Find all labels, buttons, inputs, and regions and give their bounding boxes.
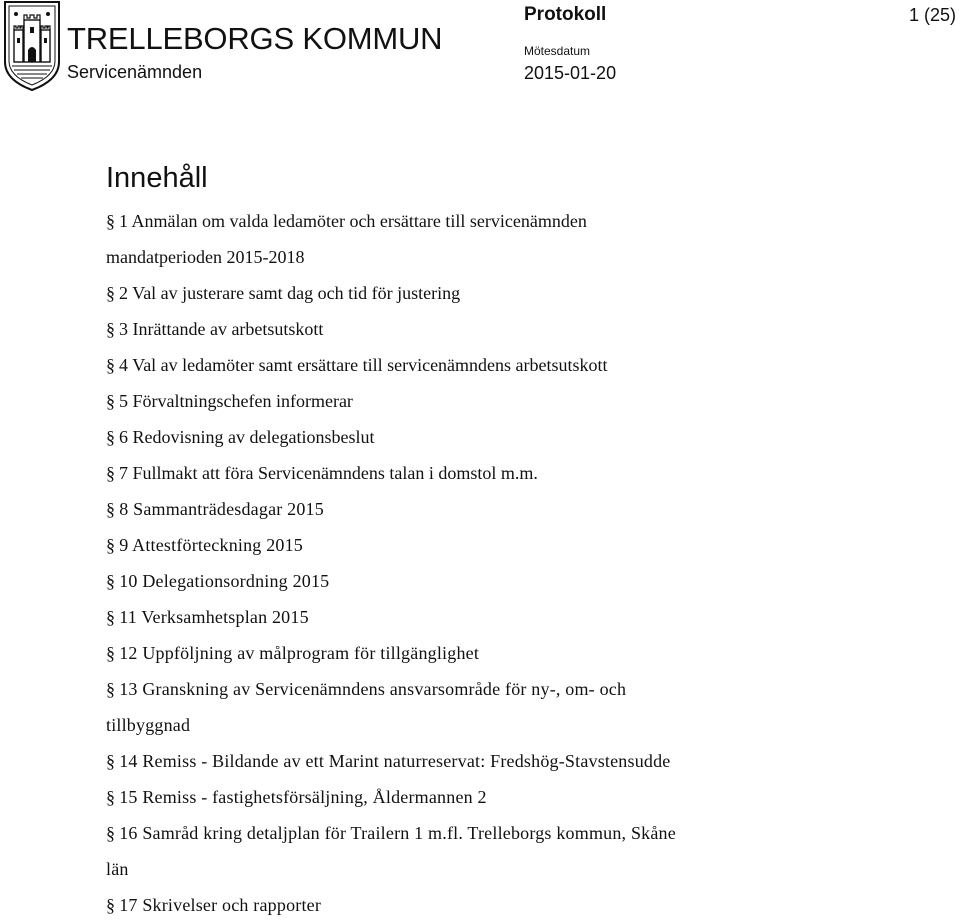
toc-item [106,275,786,311]
toc-item-text: Uppföljning av målprogram för tillgänglighet [142,643,480,663]
toc-item [106,815,786,851]
toc-item-number: 1 [119,211,128,231]
toc-item-text: Förvaltningschefen informerar [132,391,353,411]
toc-item [106,671,786,707]
section-sign: § [106,787,116,807]
toc-item-text: Inrättande av arbetsutskott [132,319,324,339]
toc-item [106,383,786,419]
toc-item-number: 12 [119,643,138,663]
meeting-date-label: Mötesdatum [524,44,591,58]
section-sign: § [106,643,116,663]
toc-item [106,347,786,383]
toc-item-text-continuation: mandatperioden 2015-2018 [106,247,305,267]
toc-item-number: 13 [119,679,138,699]
toc-item-text: Remiss - fastighetsförsäljning, Åldermannen 2 [142,787,487,807]
toc-list [106,203,786,923]
toc-item-number: 16 [119,823,138,843]
section-sign: § [106,571,116,591]
toc-item-text: Attestförteckning 2015 [132,535,303,555]
toc-item-continuation [106,239,786,275]
toc-item [106,527,786,563]
toc-item [106,563,786,599]
toc-item-text: Val av justerare samt dag och tid för justering [132,283,461,303]
toc-item-text: Samråd kring detaljplan för Trailern 1 m.fl. Trelleborgs kommun, Skåne [142,823,676,843]
toc-item [106,779,786,815]
toc-item-number: 3 [119,319,128,339]
toc-item [106,419,786,455]
section-sign: § [106,283,115,303]
section-sign: § [106,499,116,519]
toc-item-number: 5 [119,391,128,411]
toc-item-number: 2 [119,283,128,303]
document-type: Protokoll [524,4,607,25]
toc-item [106,635,786,671]
toc-item [106,599,786,635]
section-sign: § [106,319,115,339]
toc-item-text-continuation: tillbyggnad [106,715,191,735]
section-sign: § [106,463,115,483]
toc-item-text: Sammanträdesdagar 2015 [133,499,324,519]
toc-item [106,203,786,239]
meeting-date: 2015-01-20 [524,63,617,83]
municipal-crest-icon [2,0,62,92]
section-sign: § [106,679,116,699]
toc-item-text: Skrivelser och rapporter [142,895,322,915]
toc-item-text: Redovisning av delegationsbeslut [132,427,375,447]
section-sign: § [106,895,116,915]
toc-item-text: Delegationsordning 2015 [142,571,330,591]
toc-item-number: 14 [119,751,138,771]
toc-item [106,491,786,527]
section-sign: § [106,427,115,447]
section-sign: § [106,823,116,843]
toc-item-number: 11 [119,607,137,627]
toc-item-text: Verksamhetsplan 2015 [141,607,309,627]
toc-item-number: 8 [119,499,129,519]
toc-item-number: 15 [119,787,138,807]
toc-item-number: 10 [119,571,138,591]
toc-item-continuation [106,851,786,887]
department-name: Servicenämnden [67,62,203,82]
section-sign: § [106,607,116,627]
toc-item-text: Val av ledamöter samt ersättare till servicenämndens arbetsutskott [132,355,608,375]
toc-item-number: 7 [119,463,128,483]
section-sign: § [106,535,116,555]
toc-item-continuation [106,707,786,743]
section-sign: § [106,211,115,231]
page-header [0,0,960,100]
toc-item [106,743,786,779]
organization-name: TRELLEBORGS KOMMUN [67,21,443,56]
toc-item-number: 9 [119,535,129,555]
toc-item-text: Remiss - Bildande av ett Marint naturreservat: Fredshög-Stavstensudde [142,751,671,771]
toc-item-text: Anmälan om valda ledamöter och ersättare till servicenämnden [131,211,587,231]
toc-item [106,887,786,923]
toc-item-text-continuation: län [106,859,129,879]
toc-item [106,455,786,491]
toc-heading: Innehåll [106,162,208,194]
section-sign: § [106,391,115,411]
toc-item [106,311,786,347]
section-sign: § [106,751,116,771]
toc-item-number: 6 [119,427,128,447]
section-sign: § [106,355,115,375]
toc-item-text: Granskning av Servicenämndens ansvarsområde för ny-, om- och [142,679,627,699]
toc-item-number: 4 [119,355,128,375]
toc-item-text: Fullmakt att föra Servicenämndens talan i domstol m.m. [132,463,538,483]
page-number: 1 (25) [908,5,956,25]
toc-item-number: 17 [119,895,138,915]
